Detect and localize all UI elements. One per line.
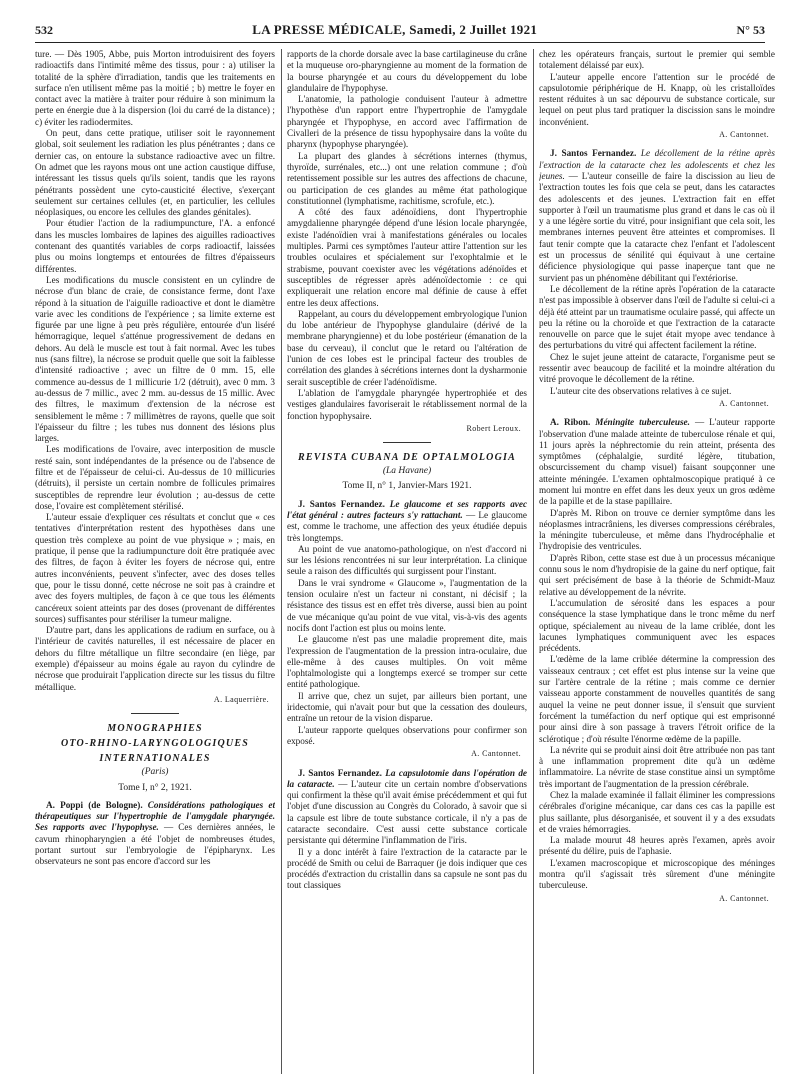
paragraph: Il y a donc intérêt à faire l'extraction de la cataracte par le procédé de Smith ou celui de Barraquer (je dois indiquer que ces procédés d'extraction du cristallin dans sa capsule ne sont pas du tout classiques [287, 846, 527, 891]
article-abstract [539, 417, 775, 507]
paragraph: D'autre part, dans les applications de radium en surface, ou à l'intérieur de cavités naturelles, il est nécessaire de placer en dehors du filtre métallique un filtre secondaire (en liège, par exemple) d'épaisseur au moins égale au rayon du cylindre de nécrose que produirait l'application directe sur les tissus du filtre métallique. [35, 625, 275, 692]
paragraph: Il arrive que, chez un sujet, par ailleurs bien portant, une iridectomie, qui n'avait pour but que la cessation des douleurs, entraîne un retour de la vision disparue. [287, 690, 527, 724]
column-divider [533, 49, 534, 1074]
article-body: — Le glaucome est, comme le trachome, une affection des yeux étudiée depuis très longtemps. [287, 509, 527, 543]
paragraph: Pour étudier l'action de la radiumpuncture, l'A. a enfoncé dans les muscles lombaires de lapines des aiguilles radioactives contenant des quantités variables de corps radioactif, laissées plus ou moins longtemps et entourées de filtres d'épaisseurs différentes. [35, 218, 275, 274]
signature: A. Cantonnet. [471, 749, 521, 759]
paragraph: D'après M. Ribon on trouve ce dernier symptôme dans les néoplasmes intracrâniens, les diverses compressions cérébrales, la méningite tuberculeuse, et même dans l'hydrocéphalie et l'hydropisie des ventricules. [539, 507, 775, 552]
section-volume: Tome I, n° 2, 1921. [118, 782, 192, 793]
section-city: (La Havane) [382, 466, 432, 477]
paragraph: L'anatomie, la pathologie conduisent l'auteur à admettre l'hypothèse d'un rapport entre l'hypertrophie de l'amygdale pharyngée et l'hypophyse, en accord avec l'affirmation de Civalleri de la présence de tissu hypophysaire dans la voûte du pharynx (hypophyse pharyngée). [287, 94, 527, 150]
paragraph: L'auteur essaie d'expliquer ces résultats et conclut que « ces tentatives d'interprétation restent des hypothèses dans une question très complexe au point de vue physique » ; mais, en pratique, il pense que la radiumpuncture doit être pratiquée avec des filtres, de façon à éviter les foyers de nécrose qui, entre autres inconvénients, peuvent s'infecter, avec des doses telles que, pour le tissu donné, cette nécrose ne soit pas à craindre et avec des foyers multiples, de façon à ce que tous les éléments cancéreux soient atteints par des doses (provenant de différentes sources) suffisantes pour stériliser la tumeur maligne. [35, 512, 275, 624]
signature: A. Cantonnet. [719, 398, 769, 408]
section-divider [383, 442, 431, 443]
page-number: 532 [35, 23, 53, 37]
article-abstract [539, 148, 775, 284]
header-rule [35, 42, 765, 43]
paragraph: On peut, dans cette pratique, utiliser soit le rayonnement global, soit seulement les radiation les plus pénétrantes ; dans ce dernier cas, on entoure la substance radioactive avec un filtre. On admet que les rayons mous ont une action caustique diffuse, intéressant les tissus quels qu'ils soient, tandis que les rayons pénétrants possèdent une cyto-causticité élective, s'exerçant seulement sur certaines cellules (et, en particulier, les cellules néoplasiques, ou encore les cellules des glandes génitales). [35, 128, 275, 218]
paragraph: Au point de vue anatomo-pathologique, on n'est d'accord ni sur les lésions rencontrées ni sur leur interprétation. La clinique seule a raison des difficultés qui surgissent pour l'instant. [287, 543, 527, 577]
paragraph: D'après Ribon, cette stase est due à un processus mécanique connu sous le nom d'hydropisie de la gaine du nerf optique, fait qui sert précisément de base à la théorie de Schmidt-Mauz relative au développement de la névrite. [539, 552, 775, 597]
issue-number: N° 53 [736, 23, 765, 37]
signature: A. Cantonnet. [719, 893, 769, 903]
paragraph: A côté des faux adénoïdiens, dont l'hypertrophie amygdalienne pharyngée dépend d'une lésion locale pharyngée, existe l'adénoïdien vrai à manifestations générales ou locales multiples. Parmi ces symptômes l'auteur attire l'attention sur les troubles oculaires et spécialement sur l'exophtalmie et le strabisme, pouvant coexister avec les végétations adénoïdes et susceptibles de régresser après adénoïdectomie : ce qui expliquerait une relation encore mal définie de cause à effet entre les deux affections. [287, 207, 527, 308]
section-title: INTERNATIONALES [99, 753, 211, 765]
article-author: A. Ribon. [550, 417, 591, 428]
article-body: — L'auteur conseille de faire la discission au lieu de l'extraction toutes les fois que cela se peut, dans les cataractes des adolescents et des jeunes. L'extraction fait en effet supporter à l'œil un traumatisme plus grand et dans le cas où il y a une légère sortie du vitré, pour insignifiant que cela soit, les membranes internes peuvent être atteintes et compromises. Il faut tenir compte que la cataracte chez l'enfant et l'adolescent est un processus de sénilité qui équivaut à une certaine déficience physiologique qui passe inaperçue tant que ne survient pas un phénomène débilitant qui l'extériorise. [539, 170, 775, 283]
article-abstract [287, 499, 527, 544]
paragraph: La malade mourut 48 heures après l'examen, après avoir présenté du délire, puis de l'aphasie. [539, 835, 775, 857]
paragraph: Chez la malade examinée il fallait éliminer les compressions cérébrales d'origine mécanique, car dans ces cas la papille est plus saillante, plus désorganisée, et souvent il y a des exsudats et de vraies hémorragies. [539, 790, 775, 834]
article-author: J. Santos Fernandez. [550, 148, 637, 159]
article-title: La capsulotomie dans l'opération de la cataracte. [287, 767, 527, 789]
paragraph: L'accumulation de sérosité dans les espaces a pour conséquence la stase lymphatique dans le tronc même du nerf optique, spécialement au niveau de la lame criblée, dont les lacunes lymphatiques communiquent avec les espaces précédents. [539, 597, 775, 654]
section-city: (Paris) [141, 767, 169, 778]
column-2 [287, 49, 527, 1074]
paragraph: L'examen macroscopique et microscopique des méninges montra qu'il s'agissait très sûrement d'une méningite tuberculeuse. [539, 857, 775, 891]
article-abstract [35, 800, 275, 868]
paragraph: ture. — Dès 1905, Abbe, puis Morton introduisirent des foyers radioactifs dans l'intimité même des tissus, pour : a) utiliser la totalité de la sphère d'irradiation, tandis que les traitements en surface n'en utilisent même pas la moitié ; b) mettre le foyer en contact avec la matière à traiter pour réduire à son minimum la perte en énergie due à la dispersion (loi du carré de la distance) ; c) éviter les radiodermites. [35, 49, 275, 127]
paragraph: Le glaucome n'est pas une maladie proprement dite, mais l'expression de l'augmentation de la pression intra-oculaire, due elle-même à des causes multiples. On voit même l'ophtalmologiste qui a longtemps exercé se tromper sur cette entité pathologique. [287, 634, 527, 690]
article-body: — Ces dernières années, le cavum rhinopharyngien a été l'objet de nombreuses études, portant surtout sur l'embryologie de l'épipharynx. Les observateurs ne sont pas encore d'accord sur les [35, 822, 275, 867]
article-author: A. Poppi (de Bologne). [46, 799, 143, 810]
article-title: Le glaucome et ses rapports avec l'état général : autres facteurs s'y rattachant. [287, 498, 527, 520]
paragraph: Les modifications de l'ovaire, avec interposition de muscle resté sain, sont indépendantes de la présence ou de l'absence de filtre et de l'épaisseur de celui-ci. Au-dessus de 10 millicuries (détruits), il persiste un certain nombre de follicules primaires susceptibles de reprendre leur évolution ; au-dessus de cette dose, l'ovaire est complètement stérilisé. [35, 444, 275, 511]
paragraph: L'auteur rapporte quelques observations pour confirmer son exposé. [287, 724, 527, 746]
signature: A. Laquerrière. [213, 694, 269, 704]
article-title: Le décollement de la rétine après l'extraction de la cataracte chez les adolescents et chez les jeunes. [539, 148, 775, 181]
page-header [35, 22, 765, 40]
paragraph: L'auteur appelle encore l'attention sur le procédé de capsulotomie périphérique de H. Knapp, où les cristalloïdes restent réduites à un sac dépourvu de substance corticale, sur lequel on peut plus tard pratiquer la discission sans le moindre inconvénient. [539, 71, 775, 127]
paragraph: Les modifications du muscle consistent en un cylindre de nécrose d'un blanc de craie, de consistance ferme, dont l'axe répond à la situation de l'aiguille radioactive et dont le diamètre varie avec les conditions de l'expérience ; sa limite externe est figurée par une ligne à peu près régulière, entourée d'un liséré hémorragique, lequel s'atténue progressivement de dedans en dehors. Au delà le muscle est tout à fait normal. Avec les tubes nus (sans filtre), la nécrose se produit quelle que soit la faiblesse d'intensité radioactive ; avec un filtre de 0 mm. 15, elle commence au-dessus de 1 millicurie 1/2 (détruit), avec 0 mm. 3 au-dessus de 7 millic., avec 2 mm. au-dessus de 15 millic. Avec des filtres, le maximum d'extension de la nécrose est sensiblement le même : 7 millimètres de rayons, quelle que soit l'épaisseur du filtre ; les tubes nus donnent des lésions plus larges. [35, 274, 275, 444]
section-title: OTO-RHINO-LARYNGOLOGIQUES [61, 738, 249, 750]
article-body: — L'auteur rapporte l'observation d'une malade atteinte de tuberculose rénale et qui, 11 jours après la néphrectomie du rein atteint, présenta des symptômes (céphalalgie, surdité légère, titubation, obscurcissement du champ visuel) faisant soupçonner une atteinte méningée. L'examen ophtalmoscopique pratiqué à ce moment lui montre en effet dans les deux yeux un gros œdème de la papille et de la stase papillaire. [539, 417, 775, 507]
article-title: Méningite tuberculeuse. [595, 417, 690, 428]
paragraph: rapports de la chorde dorsale avec la base cartilagineuse du crâne et la muqueuse oro-pharyngienne au moment de la formation de la bourse pharyngée et au cours du développement du lobe glandulaire de l'hypophyse. [287, 49, 527, 93]
section-divider [131, 713, 179, 714]
article-body: — L'auteur cite un certain nombre d'observations qui confirment la thèse qu'il avait émise précédemment et qui fut l'objet d'une discussion au Congrès du Colorado, à savoir que si la capsule est libre de toute substance corticale, il n'y a pas de cataracte secondaire. C'est aussi cette substance corticale persistante qui détermine l'inflammation de l'iris. [287, 778, 527, 846]
column-1 [35, 49, 275, 1074]
paragraph: L'œdème de la lame criblée détermine la compression des vaisseaux centraux ; cet effet est plus intense sur la veine que sur l'artère centrale de la rétine ; mais comme ce dernier vaisseau apporte constamment de nouvelles quantités de sang auquel la veine ne peut donner issue, il s'ensuit que survient forcément la tuméfaction du nerf optique qui est emprisonné pour ainsi dire à son passage à travers l'étroit orifice de la sclérotique ; d'où résulte l'énorme œdème de la papille. [539, 654, 775, 744]
journal-title: LA PRESSE MÉDICALE, Samedi, 2 Juillet 1921 [252, 22, 538, 37]
article-title: Considérations pathologiques et thérapeutiques sur l'hypertrophie de l'amygdale pharyngée. Ses rapports avec l'hypophyse. [35, 799, 275, 833]
column-divider [281, 49, 282, 1074]
paragraph: Chez le sujet jeune atteint de cataracte, l'organisme peut se ressentir avec beaucoup de facilité et la moindre altération du vitré provoque le décollement de la rétine. [539, 351, 775, 385]
paragraph: L'ablation de l'amygdale pharyngée hypertrophiée et des vestiges glandulaires favoriserait le rétablissement normal de la fonction hypophysaire. [287, 387, 527, 421]
article-abstract [287, 768, 527, 847]
paragraph: Rappelant, au cours du développement embryologique l'union du lobe antérieur de l'hypophyse glandulaire (dérivé de la membrane pharyngienne) et du lobe postérieur (émanation de la base du cerveau), il conclut que le retard ou l'altération de l'union de ces lobes est le principal facteur des troubles de corrélation des glandes à sécrétions internes dont la dysharmonie serait susceptible de créer l'adénoïdisme. [287, 308, 527, 387]
paragraph: La névrite qui se produit ainsi doit être attribuée non pas tant à une inflammation proprement dite qu'à un œdème inflammatoire. La névrite de stase constitue ainsi un symptôme très important de l'augmentation de la pression cérébrale. [539, 744, 775, 789]
paragraph: La plupart des glandes à sécrétions internes (thymus, thyroïde, surrénales, etc...) ont une relation commune ; d'où retentissement possible sur les autres des affections de chacune, ou participation de ces glandes au même état pathologique constitutionnel (lymphatisme, rachitisme, scrofule, etc.). [287, 150, 527, 206]
article-author: J. Santos Fernandez. [298, 498, 385, 509]
section-title: MONOGRAPHIES [107, 723, 203, 735]
column-3 [539, 49, 775, 1074]
signature: Robert Leroux. [466, 423, 521, 433]
paragraph: L'auteur cite des observations relatives à ce sujet. [550, 385, 732, 396]
paragraph: Le décollement de la rétine après l'opération de la cataracte n'est pas impossible à observer dans l'œil de l'adulte si celui-ci a déjà été atteint par un traumatisme oculaire passé, qui affecte un peu la rétine ou la choroïde et que l'extraction de la cataracte renouvelle on parce que le sujet était myope avec tendance à des perturbations du vitré qui affectent facilement la rétine. [539, 283, 775, 351]
paragraph: chez les opérateurs français, surtout le premier qui semble totalement délaissé par eux). [539, 49, 775, 71]
paragraph: Dans le vrai syndrome « Glaucome », l'augmentation de la tension oculaire n'est un facteur ni constant, ni décisif ; la résistance des tissus est en effet très diverse, aussi bien au point de vue mécanique qu'au point de vue vital, vis-à-vis des agents nocifs dont l'action est plus ou moins lente. [287, 577, 527, 633]
signature: A. Cantonnet. [719, 130, 769, 140]
section-volume: Tome II, n° 1, Janvier-Mars 1921. [342, 481, 472, 492]
article-author: J. Santos Fernandez. [298, 767, 382, 778]
section-title: REVISTA CUBANA DE OPTALMOLOGIA [298, 452, 516, 464]
